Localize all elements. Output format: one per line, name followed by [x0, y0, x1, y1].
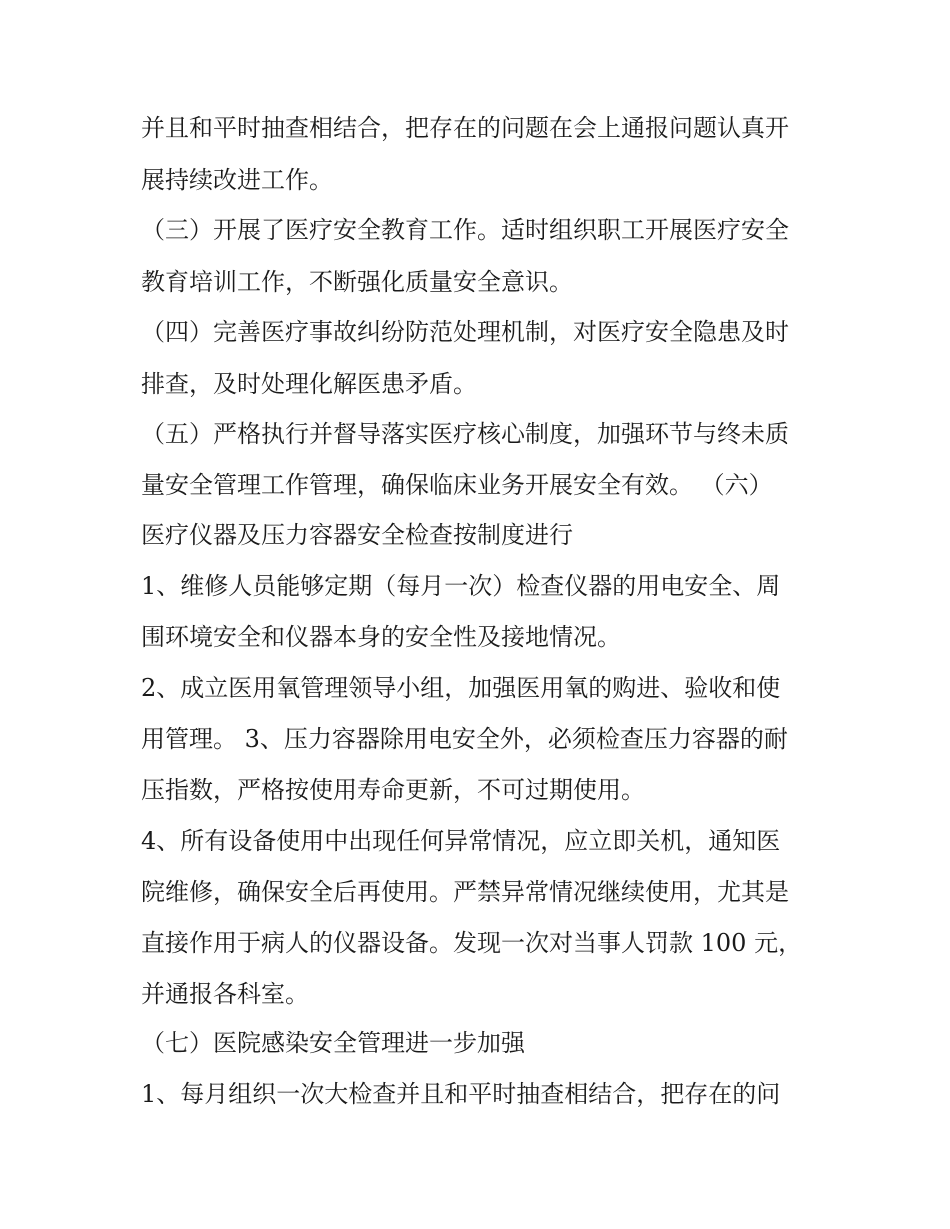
text-line: （七）医院感染安全管理进一步加强	[141, 1029, 525, 1057]
text-line: 围环境安全和仪器本身的安全性及接地情况。	[141, 623, 621, 651]
text-line: 2、成立医用氧管理领导小组，加强医用氧的购进、验收和使	[141, 674, 781, 702]
text-line: 并且和平时抽查相结合，把存在的问题在会上通报问题认真开	[141, 114, 789, 142]
text-line: （五）严格执行并督导落实医疗核心制度，加强环节与终未质	[141, 420, 789, 448]
text-line: 院维修，确保安全后再使用。严禁异常情况继续使用，尤其是	[141, 878, 789, 906]
text-line: 直接作用于病人的仪器设备。发现一次对当事人罚款 100 元，	[141, 929, 803, 957]
text-line: （四）完善医疗事故纠纷防范处理机制，对医疗安全隐患及时	[141, 318, 789, 346]
text-line: 并通报各科室。	[141, 980, 309, 1008]
text-line: 排查，及时处理化解医患矛盾。	[141, 370, 477, 398]
text-line: 医疗仪器及压力容器安全检查按制度进行	[141, 521, 573, 549]
text-line: 用管理。 3、压力容器除用电安全外，必须检查压力容器的耐	[141, 725, 788, 753]
text-line: 量安全管理工作管理，确保临床业务开展安全有效。 （六）	[141, 471, 773, 499]
text-line: 1、每月组织一次大检查并且和平时抽查相结合，把存在的问	[141, 1080, 781, 1108]
text-line: 4、所有设备使用中出现任何异常情况，应立即关机，通知医	[141, 827, 781, 855]
text-line: 1、维修人员能够定期（每月一次）检查仪器的用电安全、周	[141, 572, 781, 600]
text-line: 教育培训工作，不断强化质量安全意识。	[141, 268, 573, 296]
text-line: 压指数，严格按使用寿命更新，不可过期使用。	[141, 776, 645, 804]
text-line: 展持续改进工作。	[141, 166, 333, 194]
text-line: （三）开展了医疗安全教育工作。适时组织职工开展医疗安全	[141, 216, 789, 244]
